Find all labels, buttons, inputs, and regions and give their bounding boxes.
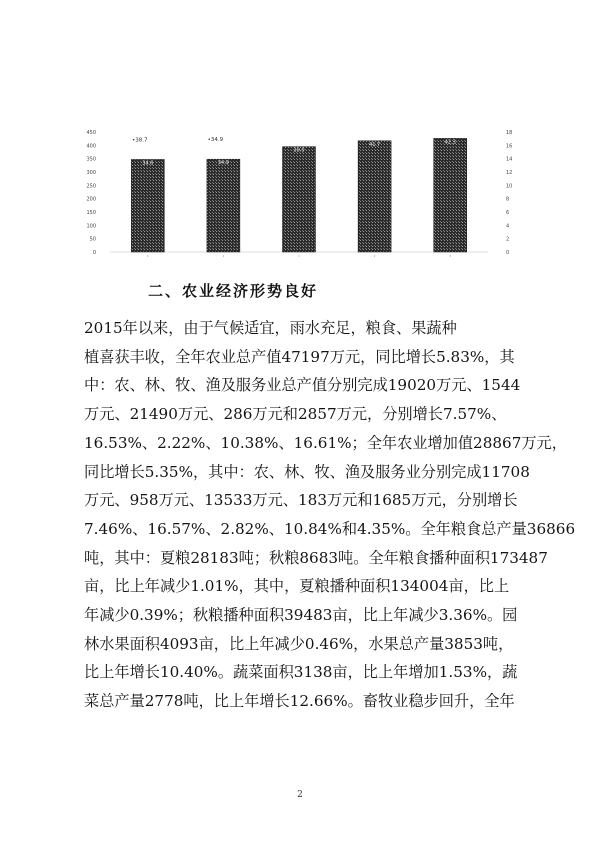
y-tick-right: 6: [506, 210, 510, 216]
y-tick-right: 8: [506, 196, 510, 203]
y-tick-left: 300: [86, 170, 96, 176]
y-tick-left: 350: [86, 156, 96, 163]
paragraph-line: 亩，比上年减少1.01%，其中，夏粮播种面积134004亩，比上: [84, 577, 510, 596]
y-tick-right: 0: [506, 250, 510, 256]
paragraph-line: 菜总产量2778吨，比上年增长12.66%。畜牧业稳步回升，全年: [84, 692, 515, 711]
bar: [283, 147, 316, 252]
paragraph-line: 吨，其中：夏粮28183吨；秋粮8683吨。全年粮食播种面积173487: [84, 548, 548, 567]
y-tick-left: 100: [86, 223, 96, 230]
paragraph-line: 中：农、林、牧、渔及服务业总产值分别完成19020万元、1544: [84, 376, 521, 395]
paragraph-line: 7.46%、16.57%、2.82%、10.84%和4.35%。全年粮食总产量36866: [84, 519, 576, 538]
body-paragraph: [84, 314, 576, 716]
y-tick-left: 400: [86, 143, 96, 150]
y-tick-right: 4: [506, 223, 510, 230]
bar-value-label: 34.9: [217, 160, 229, 167]
paragraph-line: 同比增长5.35%，其中：农、林、牧、渔及服务业分别完成11708: [84, 462, 530, 481]
paragraph-line: 植喜获丰收，全年农业总产值47197万元，同比增长5.83%，其: [84, 347, 515, 366]
bar-value-label: 42.3: [444, 139, 456, 146]
bar: [131, 159, 164, 252]
paragraph-line: 林水果面积4093亩，比上年减少0.46%，水果总产量3853吨，: [84, 634, 514, 653]
y-tick-right: 14: [506, 156, 513, 163]
paragraph-line: 16.53%、2.22%、10.38%、16.61%；全年农业增加值28867万元，: [84, 433, 567, 452]
bar: [358, 141, 391, 252]
paragraph-line: 万元、21490万元、286万元和2857万元，分别增长7.57%、: [84, 405, 507, 424]
y-tick-right: 2: [506, 236, 510, 243]
y-tick-left: 200: [86, 196, 96, 203]
y-tick-right: 18: [506, 130, 513, 136]
y-tick-left: 0: [92, 250, 96, 256]
paragraph-line: 年减少0.39%；秋粮播种面积39483亩，比上年减少3.36%。园: [84, 606, 518, 625]
bar-value-label: 34.6: [142, 160, 154, 167]
y-tick-left: 150: [86, 210, 96, 216]
y-tick-right: 16: [506, 143, 513, 150]
y-tick-right: 10: [506, 183, 513, 190]
bar: [207, 159, 240, 252]
growth-label: •34.9: [207, 137, 224, 144]
y-tick-left: 450: [86, 130, 96, 136]
page-number: 2: [297, 790, 303, 800]
paragraph-line: 2015年以来，由于气候适宜，雨水充足，粮食、果蔬种: [84, 319, 457, 337]
paragraph-line: 比上年增长10.40%。蔬菜面积3138亩，比上年增加1.53%，蔬: [84, 663, 518, 682]
y-tick-left: 50: [89, 236, 96, 243]
bar: [434, 138, 467, 252]
section-heading: 二、农业经济形势良好: [148, 282, 319, 300]
paragraph-line: 万元、958万元、13533万元、183万元和1685万元，分别增长: [84, 491, 518, 510]
y-tick-left: 250: [86, 183, 96, 190]
y-tick-right: 12: [506, 170, 513, 176]
growth-label: •38.7: [132, 137, 148, 144]
bar-value-label: 41.7: [369, 141, 381, 148]
bar-value-label: 39.0: [293, 147, 305, 154]
